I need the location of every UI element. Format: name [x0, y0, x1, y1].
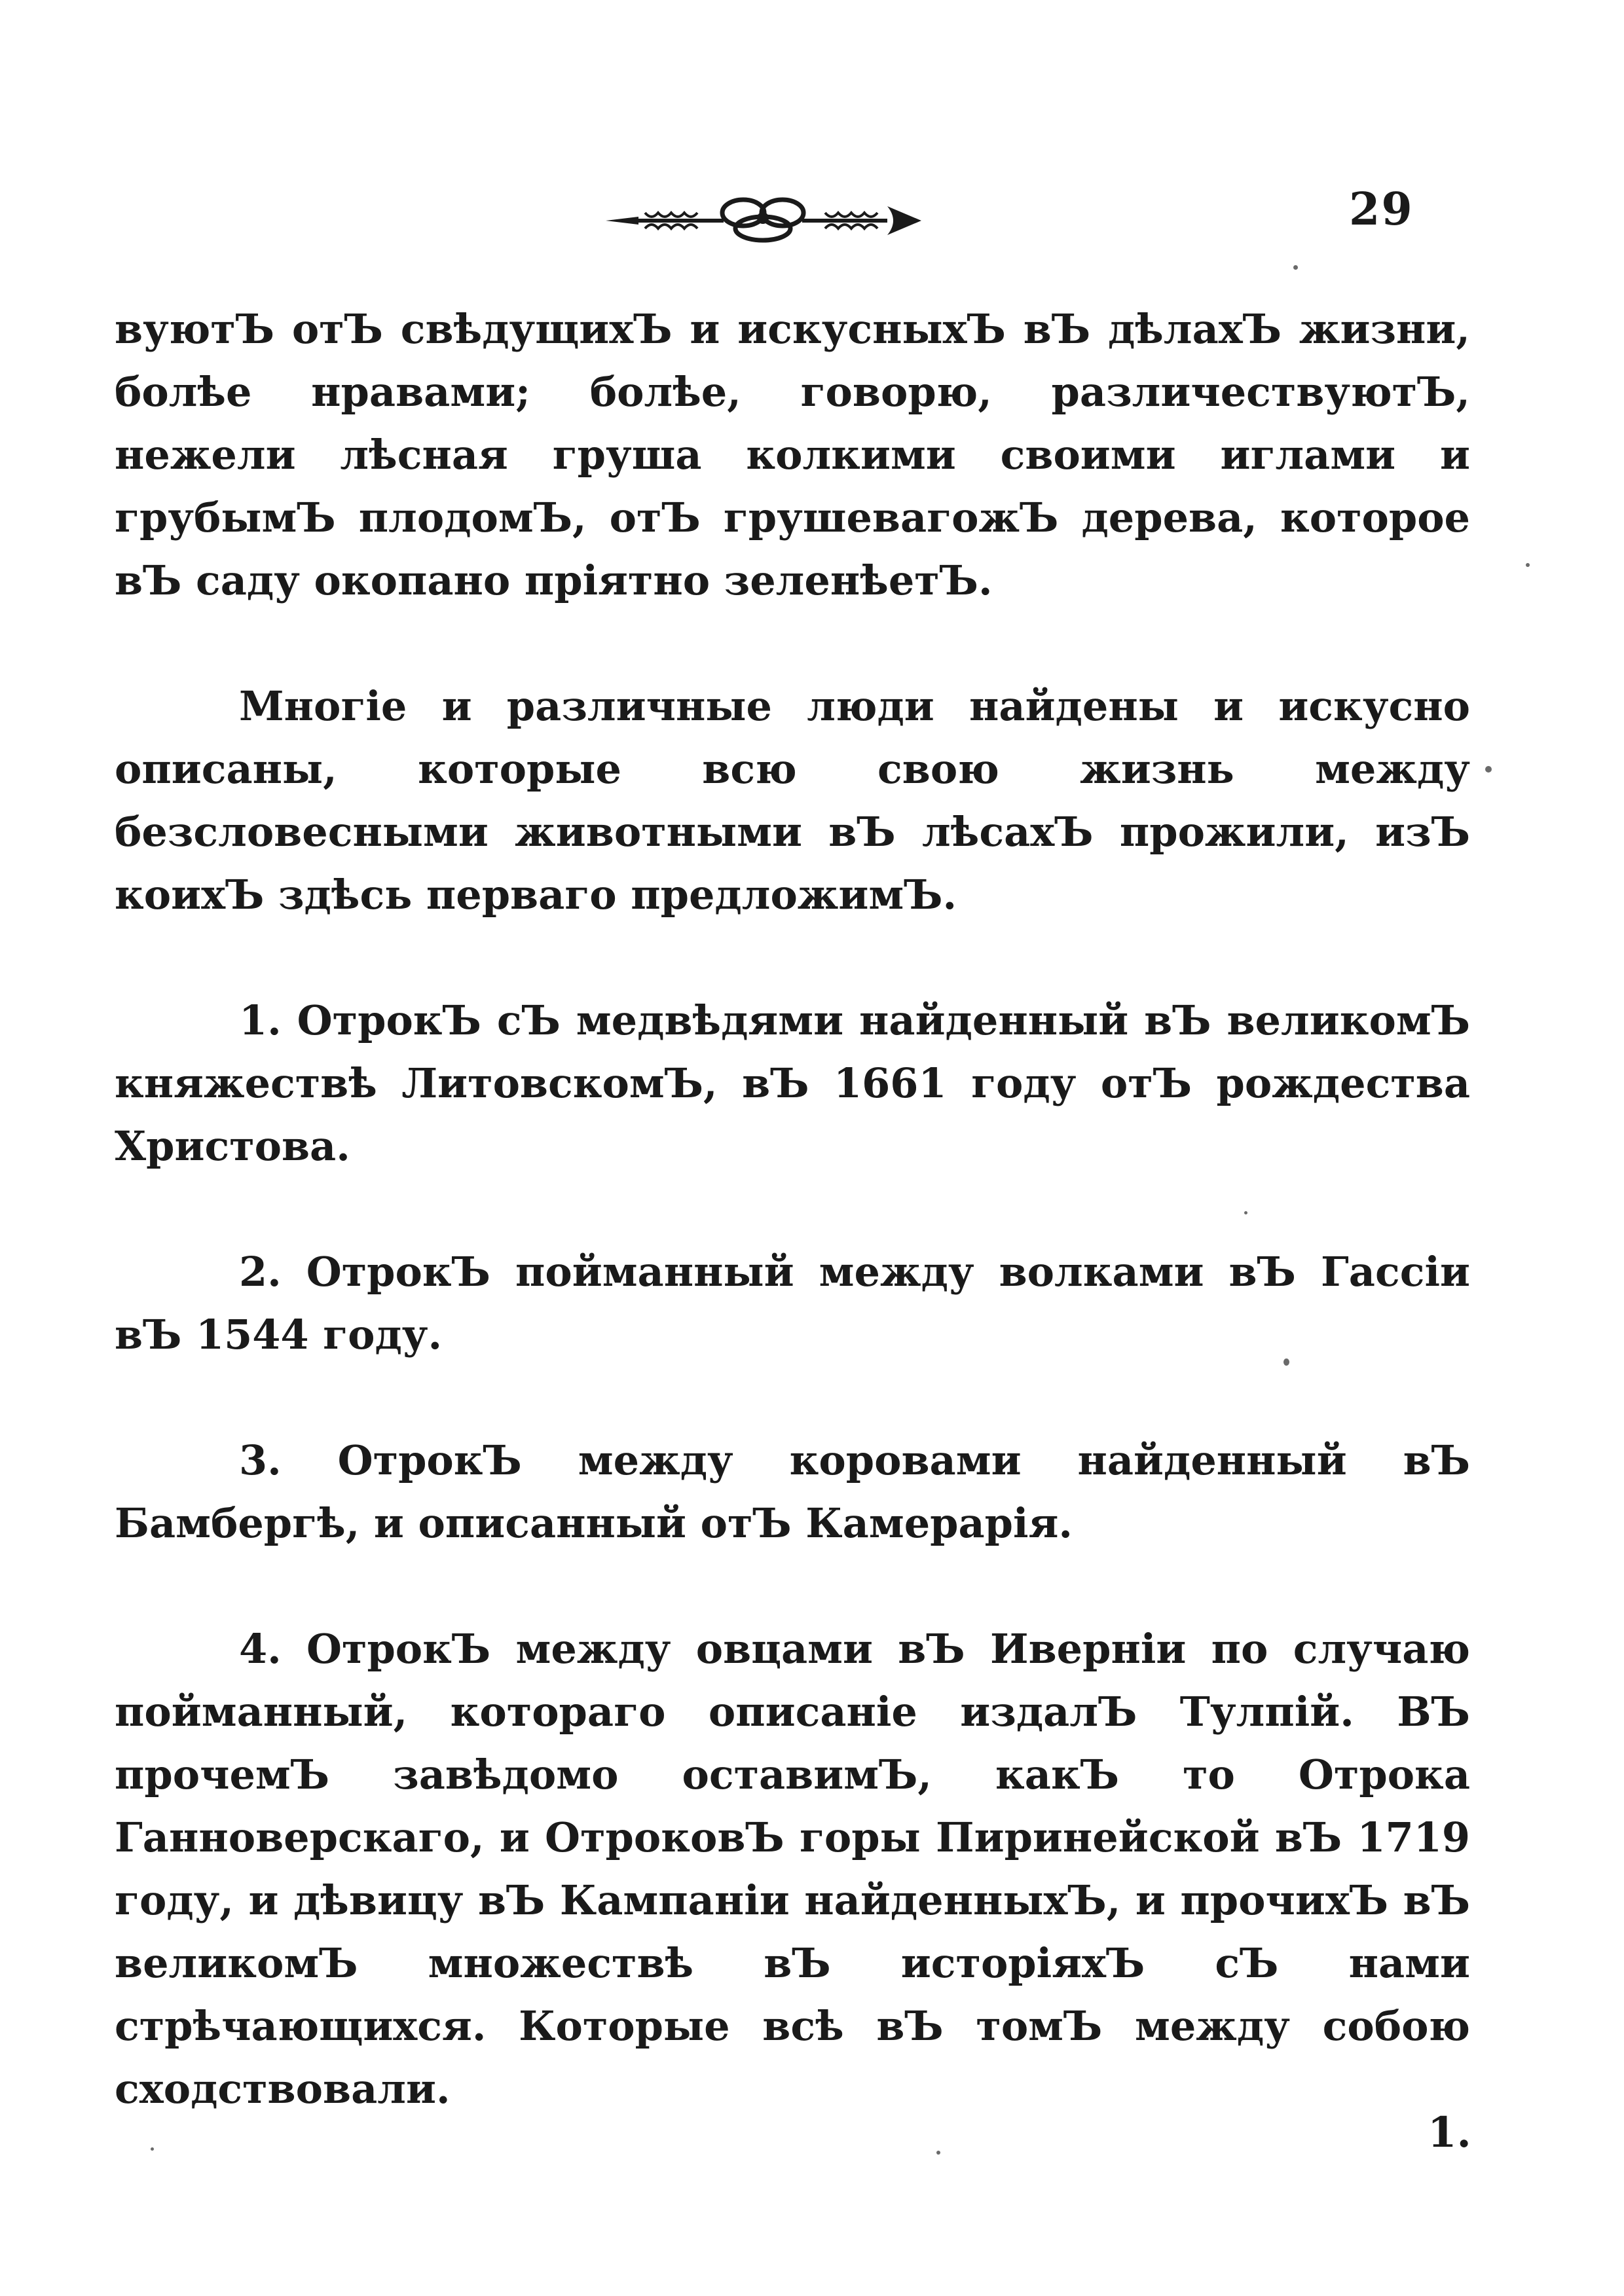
ink-speck	[1485, 766, 1492, 773]
ink-speck	[936, 2151, 940, 2155]
catchword: 1.	[1428, 2108, 1471, 2157]
ink-speck	[1293, 265, 1298, 270]
page-number: 29	[1349, 183, 1414, 236]
list-item-2: 2. ОтрокЪ пойманный между волками вЪ Гассiи вЪ 1544 году.	[115, 1248, 1470, 1358]
ink-speck	[1244, 1211, 1247, 1214]
paragraph-continuation: вуютЪ отЪ свѣдущихЪ и искусныхЪ вЪ дѣлахЪ жизни, болѣе нравами; болѣе, говорю, различествуютЪ, нежели лѣсная груша колкими своими иглами и грубымЪ плодомЪ, отЪ грушевагожЪ дерева, которое вЪ саду окопано прiятно зеленѣетЪ.	[115, 305, 1470, 604]
ornament-headpiece-icon	[599, 187, 927, 252]
page-header	[0, 177, 1624, 262]
ink-speck	[1526, 563, 1530, 567]
body-text	[115, 298, 1470, 2121]
list-item-4: 4. ОтрокЪ между овцами вЪ Ивернiи по случаю пойманный, котораго описанiе издалЪ Тулпiй. ВЪ прочемЪ завѣдомо оставимЪ, какЪ то Отрока Ганноверскаго, и ОтроковЪ горы Пиринейской вЪ 1719 году, и дѣвицу вЪ Кампанiи найденныхЪ, и прочихЪ вЪ великомЪ множествѣ вЪ исторiяхЪ сЪ нами стрѣчающихся. Которые всѣ вЪ томЪ между собою сходствовали.	[115, 1625, 1470, 2113]
ink-speck	[1283, 1358, 1289, 1366]
ink-speck	[151, 2147, 154, 2151]
paragraph-intro: Многiе и различные люди найдены и искусно описаны, которые всю свою жизнь между безсловесными животными вЪ лѣсахЪ прожили, изЪ коихЪ здѣсь перваго предложимЪ.	[115, 682, 1470, 919]
list-item-3: 3. ОтрокЪ между коровами найденный вЪ Бамбергѣ, и описанный отЪ Камерарiя.	[115, 1436, 1470, 1547]
list-item-1: 1. ОтрокЪ сЪ медвѣдями найденный вЪ великомЪ княжествѣ ЛитовскомЪ, вЪ 1661 году отЪ рождества Христова.	[115, 996, 1470, 1170]
